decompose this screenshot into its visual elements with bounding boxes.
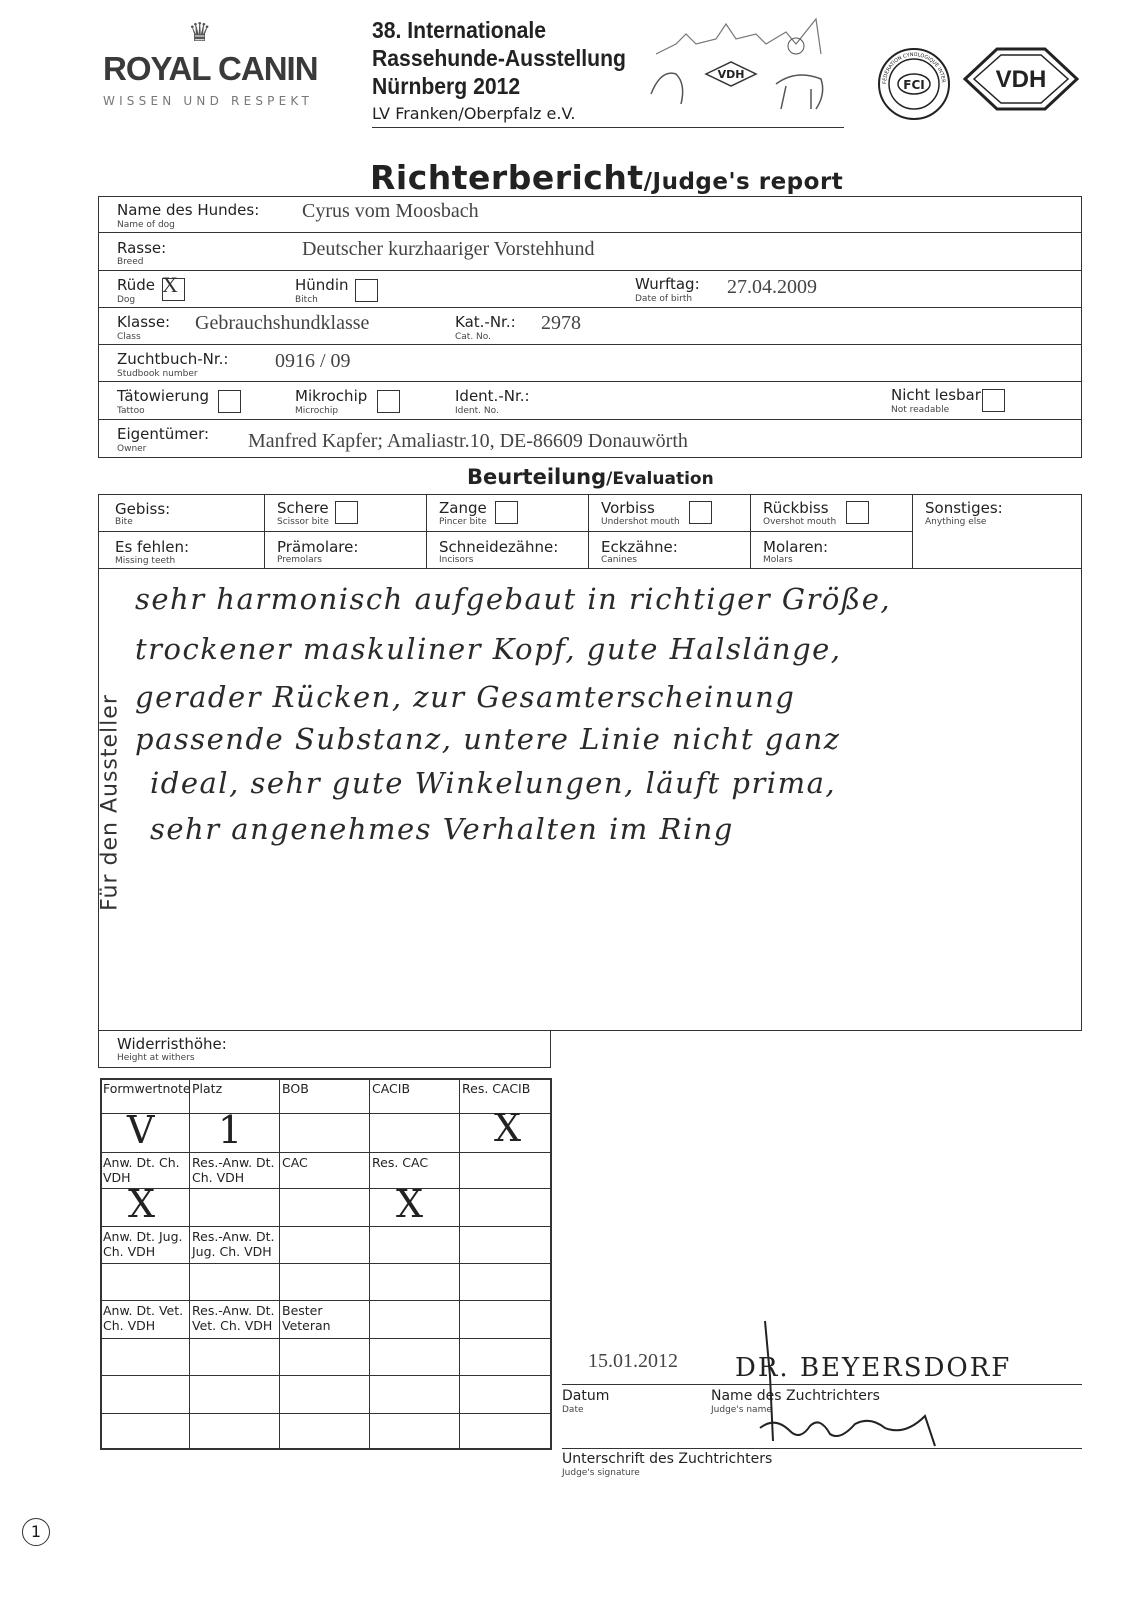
studbook-label: Zuchtbuch-Nr.:: [117, 350, 229, 368]
divider: [98, 270, 1082, 271]
res-cac-mark[interactable]: X: [396, 1182, 424, 1226]
vdh-logo-label: VDH: [995, 66, 1047, 93]
breed-value[interactable]: Deutscher kurzhaariger Vorstehhund: [302, 238, 595, 260]
show-title-line2: Rassehunde-Ausstellung: [372, 45, 626, 71]
divider: [98, 344, 1082, 345]
bite-sublabel: Bite: [115, 517, 133, 527]
divider: [100, 1113, 550, 1114]
show-illustration-icon: [646, 14, 846, 114]
scissor-label: Schere: [277, 499, 329, 517]
overshot-label: Rückbiss: [763, 499, 829, 517]
birth-label: Wurftag:: [635, 275, 700, 293]
pincer-checkbox[interactable]: [495, 501, 518, 524]
divider: [100, 1226, 550, 1227]
canines-sublabel: Canines: [601, 555, 637, 565]
divider: [279, 1078, 280, 1450]
bob-header: BOB: [282, 1081, 309, 1096]
divider: [426, 494, 427, 568]
judge-name-value[interactable]: DR. BEYERSDORF: [735, 1353, 1012, 1383]
dog-name-sublabel: Name of dog: [117, 220, 175, 230]
unreadable-label: Nicht lesbar: [891, 386, 981, 404]
placement-mark[interactable]: 1: [218, 1108, 243, 1152]
breed-label: Rasse:: [117, 239, 167, 257]
missing-teeth-sublabel: Missing teeth: [115, 556, 176, 566]
incisors-label: Schneidezähne:: [439, 538, 559, 556]
judge-name-label: Name des Zuchtrichters: [711, 1388, 880, 1404]
signature-sublabel: Judge's signature: [562, 1468, 640, 1478]
fci-seal-icon: [876, 46, 952, 122]
side-label: Für den Aussteller: [97, 694, 123, 911]
tattoo-sublabel: Tattoo: [117, 406, 145, 416]
veteran-ch-header: Anw. Dt. Vet. Ch. VDH: [103, 1303, 184, 1333]
page-title-english: /Judge's report: [643, 169, 844, 195]
res-cacib-mark[interactable]: X: [494, 1106, 522, 1150]
scissor-sublabel: Scissor bite: [277, 517, 329, 527]
divider: [369, 1078, 370, 1450]
page-number: 1: [22, 1518, 50, 1546]
divider: [100, 1375, 550, 1376]
owner-label: Eigentümer:: [117, 425, 210, 443]
show-title: [372, 16, 626, 100]
evaluation-title-main: Beurteilung: [467, 465, 607, 489]
show-title-line1: 38. Internationale: [372, 17, 547, 43]
overshot-sublabel: Overshot mouth: [763, 517, 837, 527]
unreadable-checkbox[interactable]: [982, 389, 1005, 412]
divider: [98, 381, 1082, 382]
divider: [98, 568, 1082, 569]
evaluation-text-line[interactable]: sehr angenehmes Verhalten im Ring: [150, 812, 734, 846]
ident-sublabel: Ident. No.: [455, 406, 499, 416]
catalog-value[interactable]: 2978: [541, 312, 581, 334]
premolars-sublabel: Premolars: [277, 555, 322, 565]
undershot-checkbox[interactable]: [689, 501, 712, 524]
divider: [98, 419, 1082, 420]
grade-mark[interactable]: V: [127, 1108, 155, 1152]
results-grid: [100, 1078, 552, 1450]
evaluation-text-line[interactable]: passende Substanz, untere Linie nicht ganz: [135, 722, 841, 756]
res-veteran-ch-header: Res.-Anw. Dt. Vet. Ch. VDH: [192, 1303, 275, 1333]
best-veteran-header: Bester Veteran: [282, 1303, 331, 1333]
judge-name-sublabel: Judge's name: [711, 1405, 772, 1415]
divider: [100, 1413, 550, 1414]
fci-ring-text: FÉDÉRATION CYNOLOGIQUE INTER: [881, 51, 947, 85]
divider: [189, 1078, 190, 1450]
owner-value[interactable]: Manfred Kapfer; Amaliastr.10, DE-86609 Donauwörth: [248, 430, 688, 452]
show-vdh-label: VDH: [717, 68, 745, 81]
youth-ch-header: Anw. Dt. Ch. VDH: [103, 1155, 180, 1185]
judge-signature-icon: [745, 1316, 965, 1456]
date-label: Datum: [562, 1388, 610, 1404]
res-junior-ch-header: Res.-Anw. Dt. Jug. Ch. VDH: [192, 1229, 275, 1259]
unreadable-sublabel: Not readable: [891, 405, 950, 415]
canines-label: Eckzähne:: [601, 538, 678, 556]
show-organizer: LV Franken/Oberpfalz e.V.: [372, 104, 576, 123]
divider: [100, 1300, 550, 1301]
height-sublabel: Height at withers: [117, 1053, 195, 1063]
fci-seal-label: FCI: [903, 78, 925, 92]
undershot-label: Vorbiss: [601, 499, 655, 517]
male-checkbox-mark: X: [162, 272, 178, 297]
divider: [459, 1078, 460, 1450]
birth-sublabel: Date of birth: [635, 294, 693, 304]
divider: [100, 1338, 550, 1339]
pincer-label: Zange: [439, 499, 487, 517]
evaluation-title-english: /Evaluation: [606, 469, 714, 489]
bite-label: Gebiss:: [115, 500, 171, 518]
evaluation-text-line[interactable]: sehr harmonisch aufgebaut in richtiger Größe,: [135, 582, 892, 616]
vdh-logo-icon: [962, 46, 1080, 112]
date-value[interactable]: 15.01.2012: [588, 1350, 678, 1372]
class-value[interactable]: Gebrauchshundklasse: [195, 312, 370, 334]
res-ch-header: Res.-Anw. Dt. Ch. VDH: [192, 1155, 275, 1185]
cac-header: CAC: [282, 1155, 308, 1170]
page-title: [370, 158, 843, 197]
tattoo-checkbox[interactable]: [218, 390, 241, 413]
dog-name-value[interactable]: Cyrus vom Moosbach: [302, 200, 479, 222]
catalog-sublabel: Cat. No.: [455, 332, 491, 342]
divider: [100, 1188, 550, 1189]
evaluation-text-line[interactable]: gerader Rücken, zur Gesamterscheinung: [135, 680, 796, 714]
cacib-header: CACIB: [372, 1081, 411, 1096]
divider: [588, 494, 589, 568]
ident-label: Ident.-Nr.:: [455, 387, 530, 405]
undershot-sublabel: Undershot mouth: [601, 517, 680, 527]
other-sublabel: Anything else: [925, 517, 987, 527]
divider: [100, 1152, 550, 1153]
studbook-value[interactable]: 0916 / 09: [275, 350, 351, 372]
breed-sublabel: Breed: [117, 257, 144, 267]
male-label: Rüde: [117, 276, 156, 294]
res-cac-header: Res. CAC: [372, 1155, 429, 1170]
junior-ch-header: Anw. Dt. Jug. Ch. VDH: [103, 1229, 183, 1259]
res-cacib-header: Res. CACIB: [462, 1081, 531, 1096]
signature-label: Unterschrift des Zuchtrichters: [562, 1451, 773, 1467]
divider: [750, 494, 751, 568]
evaluation-title: [467, 465, 714, 489]
microchip-label: Mikrochip: [295, 387, 368, 405]
placement-header: Platz: [192, 1081, 223, 1096]
incisors-sublabel: Incisors: [439, 555, 474, 565]
divider: [98, 531, 913, 532]
evaluation-text-line[interactable]: ideal, sehr gute Winkelungen, läuft prima,: [150, 766, 837, 800]
grade-header: Formwertnote: [103, 1081, 191, 1096]
overshot-checkbox[interactable]: [846, 501, 869, 524]
female-label: Hündin: [295, 276, 349, 294]
tattoo-label: Tätowierung: [117, 387, 210, 405]
height-label: Widerristhöhe:: [117, 1035, 227, 1053]
microchip-checkbox[interactable]: [377, 390, 400, 413]
molars-label: Molaren:: [763, 538, 829, 556]
class-sublabel: Class: [117, 332, 141, 342]
premolars-label: Prämolare:: [277, 538, 359, 556]
pincer-sublabel: Pincer bite: [439, 517, 487, 527]
show-title-line3: Nürnberg 2012: [372, 73, 521, 99]
other-label: Sonstiges:: [925, 499, 1003, 517]
scissor-checkbox[interactable]: [335, 501, 358, 524]
date-sublabel: Date: [562, 1405, 584, 1415]
signature-rule: [562, 1448, 1082, 1449]
owner-sublabel: Owner: [117, 444, 147, 454]
champion-mark[interactable]: X: [128, 1182, 156, 1226]
molars-sublabel: Molars: [763, 555, 793, 565]
female-sublabel: Bitch: [295, 295, 318, 305]
page-title-main: Richterbericht: [370, 158, 644, 197]
sponsor-tagline: WISSEN UND RESPEKT: [103, 94, 314, 108]
header-rule: [372, 127, 844, 128]
catalog-label: Kat.-Nr.:: [455, 313, 516, 331]
divider: [98, 307, 1082, 308]
crown-icon: ♛: [188, 18, 212, 48]
evaluation-text-line[interactable]: trockener maskuliner Kopf, gute Halslänge,: [135, 632, 842, 666]
male-sublabel: Dog: [117, 295, 136, 305]
evaluation-box: [98, 494, 1082, 1031]
class-label: Klasse:: [117, 313, 171, 331]
sponsor-logo: ROYAL CANIN: [103, 50, 318, 87]
microchip-sublabel: Microchip: [295, 406, 339, 416]
divider: [912, 494, 913, 568]
divider: [264, 494, 265, 568]
birth-value[interactable]: 27.04.2009: [727, 276, 817, 298]
studbook-sublabel: Studbook number: [117, 369, 198, 379]
divider: [98, 232, 1082, 233]
divider: [100, 1263, 550, 1264]
missing-teeth-label: Es fehlen:: [115, 538, 190, 556]
dog-name-label: Name des Hundes:: [117, 201, 260, 219]
female-checkbox[interactable]: [355, 279, 378, 302]
